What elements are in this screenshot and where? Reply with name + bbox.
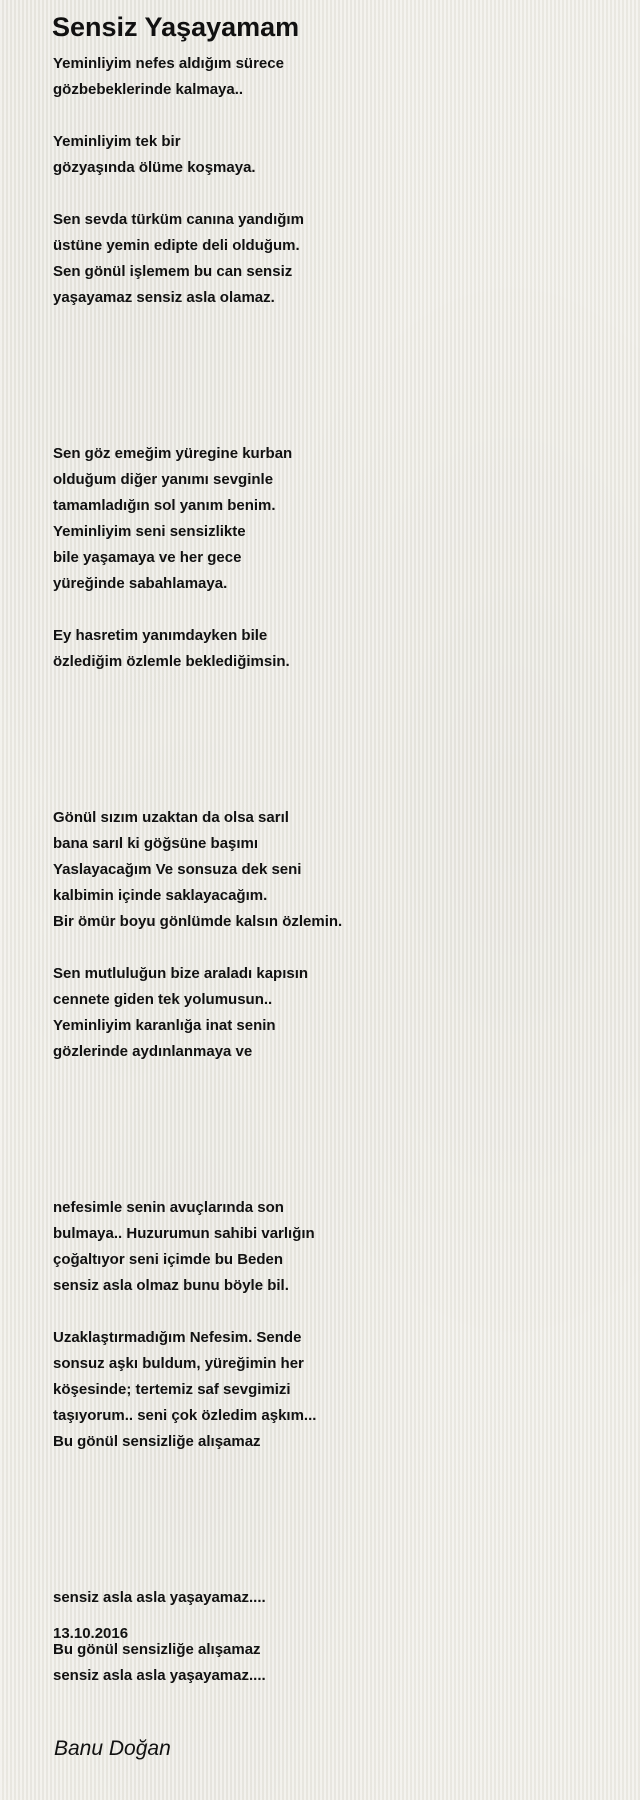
poem-line: Yeminliyim karanlığa inat senin	[53, 1017, 276, 1034]
poem-line: gözbebeklerinde kalmaya..	[53, 81, 244, 98]
poem-line: tamamladığın sol yanım benim.	[53, 497, 276, 514]
stanza	[53, 129, 613, 181]
poem-date: 13.10.2016	[53, 1625, 129, 1642]
poem-line: Yeminliyim nefes aldığım sürece	[53, 55, 284, 72]
poem-line: Bir ömür boyu gönlümde kalsın özlemin.	[53, 913, 343, 930]
stanza-gap	[53, 935, 613, 961]
poem-line: sensiz asla asla yaşayamaz....	[53, 1589, 266, 1606]
poem-line: Bu gönül sensizliğe alışamaz	[53, 1641, 261, 1658]
poem-line: çoğaltıyor seni içimde bu Beden	[53, 1251, 284, 1268]
poem-line: sensiz asla olmaz bunu böyle bil.	[53, 1277, 289, 1294]
poem-line: nefesimle senin avuçlarında son	[53, 1199, 284, 1216]
poem-line: Yaslayacağım Ve sonsuza dek seni	[53, 861, 302, 878]
poem-author-link[interactable]: Banu Doğan	[54, 1737, 171, 1760]
stanza	[53, 1585, 613, 1611]
stanza	[53, 805, 613, 935]
poem-line: Gönül sızım uzaktan da olsa sarıl	[53, 809, 289, 826]
section-gap	[53, 675, 613, 805]
poem-line: Sen göz emeğim yüregine kurban	[53, 445, 293, 462]
poem-line: üstüne yemin edipte deli olduğum.	[53, 237, 300, 254]
poem-line: kalbimin içinde saklayacağım.	[53, 887, 268, 904]
stanza	[53, 623, 613, 675]
poem-line: Yeminliyim tek bir	[53, 133, 181, 150]
poem-line: sonsuz aşkı buldum, yüreğimin her	[53, 1355, 304, 1372]
stanza-gap	[53, 1611, 613, 1637]
stanza	[53, 441, 613, 597]
poem-line: Ey hasretim yanımdayken bile	[53, 627, 268, 644]
stanza-gap	[53, 103, 613, 129]
stanza	[53, 207, 613, 311]
poem-line: özlediğim özlemle beklediğimsin.	[53, 653, 290, 670]
poem-line: yüreğinde sabahlamaya.	[53, 575, 228, 592]
poem-line: bana sarıl ki göğsüne başımı	[53, 835, 259, 852]
poem-line: Sen mutluluğun bize araladı kapısın	[53, 965, 309, 982]
stanza	[53, 1325, 613, 1455]
poem-line: gözlerinde aydınlanmaya ve	[53, 1043, 253, 1060]
poem-line: cennete giden tek yolumusun..	[53, 991, 273, 1008]
poem-title: Sensiz Yaşayamam	[52, 12, 300, 42]
poem-line: gözyaşında ölüme koşmaya.	[53, 159, 256, 176]
poem-line: olduğum diğer yanımı sevginle	[53, 471, 274, 488]
stanza	[53, 1637, 613, 1689]
poem-line: taşıyorum.. seni çok özledim aşkım...	[53, 1407, 317, 1424]
poem-line: Sen gönül işlemem bu can sensiz	[53, 263, 293, 280]
poem-line: Uzaklaştırmadığım Nefesim. Sende	[53, 1329, 302, 1346]
poem-body	[53, 51, 613, 1689]
poem-line: bulmaya.. Huzurumun sahibi varlığın	[53, 1225, 315, 1242]
stanza	[53, 1195, 613, 1299]
stanza-gap	[53, 597, 613, 623]
poem-line: yaşayamaz sensiz asla olamaz.	[53, 289, 275, 306]
stanza	[53, 961, 613, 1065]
stanza	[53, 51, 613, 103]
poem-line: sensiz asla asla yaşayamaz....	[53, 1667, 266, 1684]
poem-line: Bu gönül sensizliğe alışamaz	[53, 1433, 261, 1450]
section-gap	[53, 311, 613, 441]
section-gap	[53, 1065, 613, 1195]
stanza-gap	[53, 181, 613, 207]
poem-line: Yeminliyim seni sensizlikte	[53, 523, 246, 540]
poem-line: bile yaşamaya ve her gece	[53, 549, 242, 566]
section-gap	[53, 1455, 613, 1585]
stanza-gap	[53, 1299, 613, 1325]
poem-line: Sen sevda türküm canına yandığım	[53, 211, 304, 228]
poem-line: köşesinde; tertemiz saf sevgimizi	[53, 1381, 291, 1398]
